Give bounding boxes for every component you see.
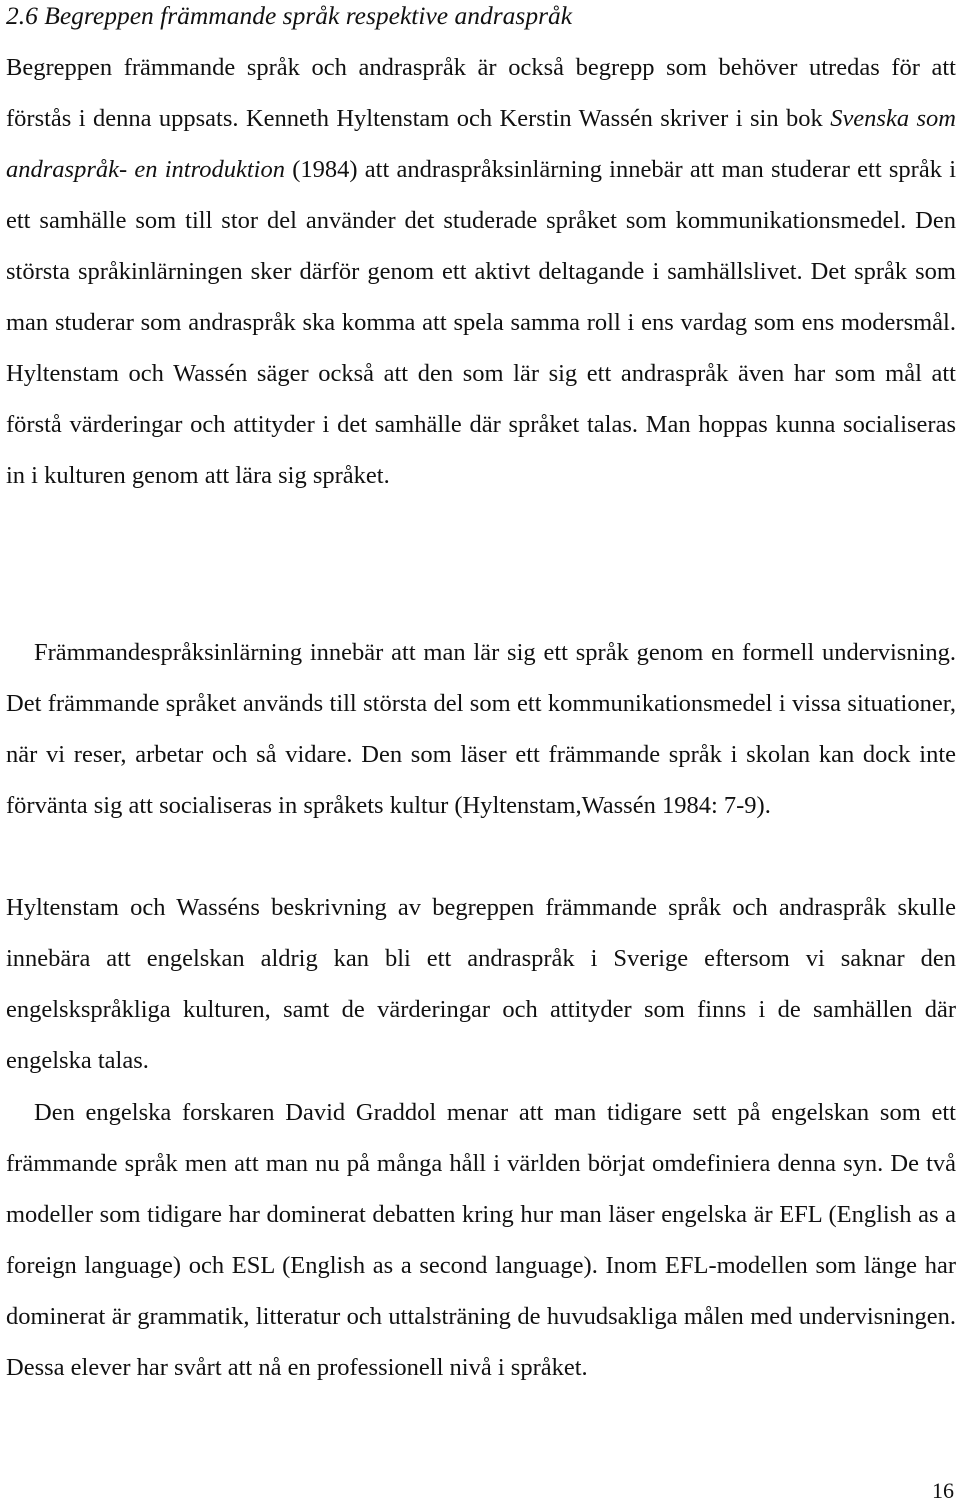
paragraph-1-text-end: (1984) att andraspråksinlärning innebär att man studerar ett språk i ett samhälle som till stor del använder det studerade språket som kommunikationsmedel. Den största språkinlärningen sker därför genom ett aktivt deltagande i samhällslivet. Det språk som man studerar som andraspråk ska komma att spela samma roll i ens vardag som ens modersmål. Hyltenstam och Wassén säger också att den som lär sig ett andraspråk även har som mål att förstå värderingar och attityder i det samhälle där språket talas. Man hoppas kunna socialiseras in i kulturen genom att lära sig språket. bbox=[6, 156, 956, 489]
book-title: Svenska som andraspråk- en introduktion bbox=[6, 105, 956, 183]
page-number: 16 bbox=[932, 1478, 954, 1503]
section-heading: 2.6 Begreppen främmande språk respektive andraspråk bbox=[6, 1, 573, 30]
paragraph-1 bbox=[6, 42, 956, 501]
paragraph-3: Hyltenstam och Wasséns beskrivning av begreppen främmande språk och andraspråk skulle innebära att engelskan aldrig kan bli ett andraspråk i Sverige eftersom vi saknar den engelskspråkliga kulturen, samt de värderingar och attityder som finns i de samhällen där engelska talas. bbox=[6, 894, 956, 1074]
paragraph-1-text-start: Begreppen främmande språk och andraspråk är också begrepp som behöver utredas för att förstås i denna uppsats. Kenneth Hyltenstam och Kerstin Wassén skriver i sin bok bbox=[6, 54, 956, 132]
paragraph-4: Den engelska forskaren David Graddol menar att man tidigare sett på engelskan som ett främmande språk men att man nu på många håll i världen börjat omdefiniera denna syn. De två modeller som tidigare har dominerat debatten kring hur man läser engelska är EFL (English as a foreign language) och ESL (English as a second language). Inom EFL-modellen som länge har dominerat är grammatik, litteratur och uttalsträning de huvudsakliga målen med undervisningen. Dessa elever har svårt att nå en professionell nivå i språket. bbox=[6, 1099, 956, 1381]
paragraph-2: Främmandespråksinlärning innebär att man lär sig ett språk genom en formell undervisning. Det främmande språket används till största del som ett kommunikationsmedel i vissa situationer, när vi reser, arbetar och så vidare. Den som läser ett främmande språk i skolan kan dock inte förvänta sig att socialiseras in språkets kultur (Hyltenstam,Wassén 1984: 7-9). bbox=[6, 639, 956, 819]
